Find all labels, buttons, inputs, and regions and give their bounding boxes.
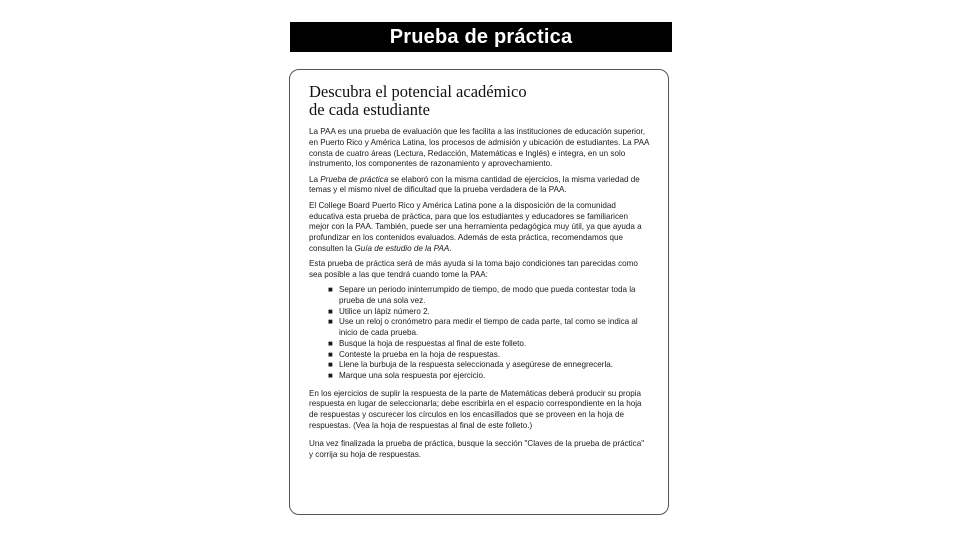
p3-pre: El College Board Puerto Rico y América Latina pone a la disposición de la comunidad educativa esta prueba de práctica, para que los estudiantes y educadores se familiaricen mejor con la PAA. También, puede ser una herramienta pedagógica muy útil, ya que ayuda a profundizar en los contenidos evaluados. Además de esta práctica, recomendamos que consulten la: [309, 200, 642, 253]
conditions-list: [309, 285, 650, 381]
bullet-square-icon: ■: [328, 349, 333, 359]
list-item-text: Separe un periodo ininterrumpido de tiempo, de modo que pueda contestar toda la prueba de una sola vez.: [339, 285, 636, 306]
bullet-square-icon: ■: [328, 338, 333, 348]
list-item-text: Utilice un lápiz número 2.: [339, 306, 430, 316]
paragraph-practice-test: [309, 175, 650, 197]
list-item-text: Use un reloj o cronómetro para medir el tiempo de cada parte, tal como se indica al inicio de cada prueba.: [339, 317, 638, 338]
list-item-text: Llene la burbuja de la respuesta seleccionada y asegúrese de ennegrecerla.: [339, 360, 614, 370]
bullet-square-icon: ■: [328, 285, 333, 295]
list-item: [328, 307, 650, 318]
title-bar: [290, 22, 672, 52]
p3-post: .: [449, 243, 452, 253]
list-item: [328, 285, 650, 306]
card-heading: [309, 83, 650, 119]
p2-pre: La: [309, 174, 321, 184]
bullet-square-icon: ■: [328, 370, 333, 380]
list-item-text: Busque la hoja de respuestas al final de este folleto.: [339, 338, 527, 348]
bullet-square-icon: ■: [328, 360, 333, 370]
paragraph-math-answers: En los ejercicios de suplir la respuesta de la parte de Matemáticas deberá producir su propia respuesta en lugar de seleccionarla; debe escribirla en el espacio correspondiente en la hoja de respuestas y oscurecer los círculos en los encasillados que se proveen en la hoja de respuestas. (Vea la hoja de respuestas al final de este folleto.): [309, 388, 642, 431]
p2-post: se elaboró con la misma cantidad de ejercicios, la misma variedad de temas y el mismo nivel de dificultad que la prueba verdadera de la PAA.: [309, 174, 640, 195]
p3-emphasis: Guía de estudio de la PAA: [354, 243, 450, 253]
paragraph-answer-keys: Una vez finalizada la prueba de práctica, busque la sección "Claves de la prueba de práctica" y corrija su hoja de respuestas.: [309, 438, 645, 459]
info-card: [289, 69, 669, 515]
p2-emphasis: Prueba de práctica: [320, 174, 389, 184]
card-heading-line1: Descubra el potencial académico: [309, 82, 527, 101]
bullet-square-icon: ■: [328, 306, 333, 316]
list-item-text: Marque una sola respuesta por ejercicio.: [339, 370, 486, 380]
card-heading-line2: de cada estudiante: [309, 100, 430, 119]
paragraph-conditions: Esta prueba de práctica será de más ayuda si la toma bajo condiciones tan parecidas como sea posible a las que tendrá cuando tome la PAA:: [309, 259, 638, 280]
list-item-text: Conteste la prueba en la hoja de respuestas.: [339, 349, 501, 359]
paragraph-college-board: [309, 201, 650, 255]
list-item: [328, 317, 650, 338]
list-item: [328, 339, 650, 350]
paragraph-intro: La PAA es una prueba de evaluación que les facilita a las instituciones de educación superior, en Puerto Rico y América Latina, los procesos de admisión y ubicación de estudiantes. La PAA consta de cuatro áreas (Lectura, Redacción, Matemáticas e Inglés) e integra, en un solo instrumento, los componentes de razonamiento y aprovechamiento.: [309, 127, 649, 169]
list-item: [328, 360, 650, 371]
page-title: Prueba de práctica: [389, 25, 573, 48]
list-item: [328, 350, 650, 361]
list-item: [328, 371, 650, 382]
bullet-square-icon: ■: [328, 317, 333, 327]
